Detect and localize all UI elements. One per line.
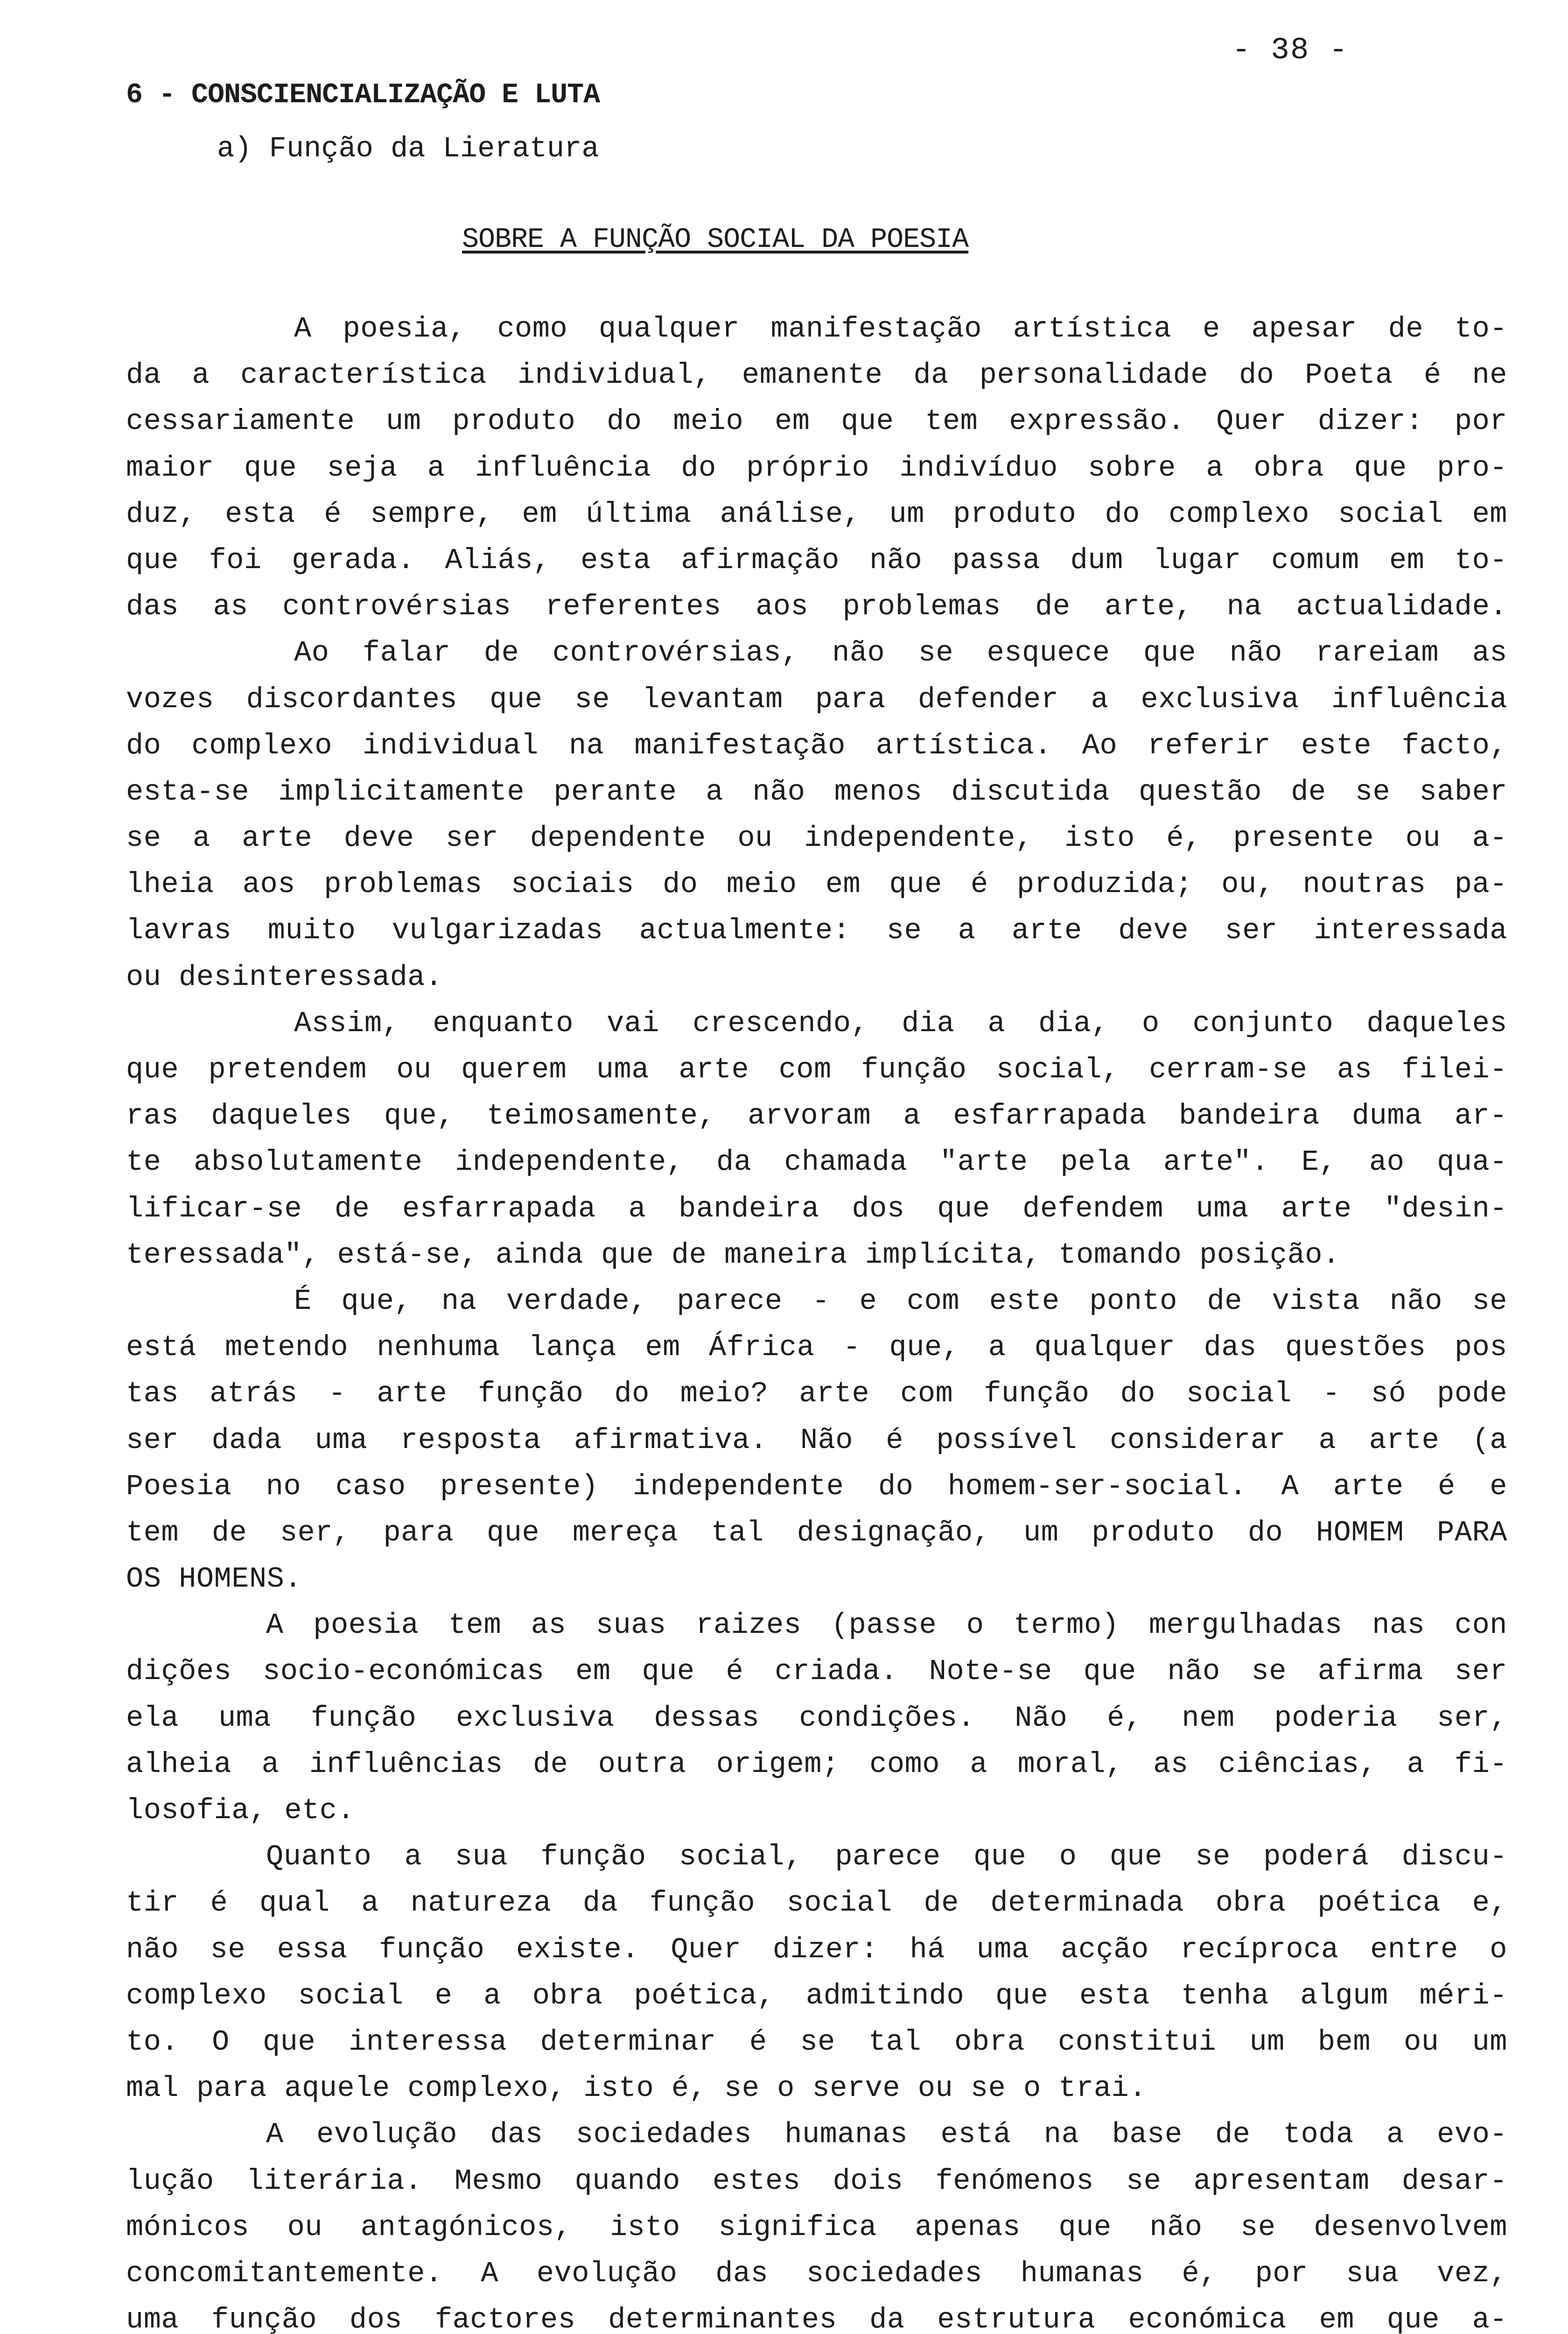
text-line: tir é qual a natureza da função social de determinada obra poética e, — [126, 1886, 1507, 1920]
text-line: que foi gerada. Aliás, esta afirmação não passa dum lugar comum em to- — [126, 543, 1507, 577]
text-line: ou desinteressada. — [126, 960, 443, 994]
text-line: A poesia, como qualquer manifestação artística e apesar de to- — [294, 312, 1507, 345]
text-line: do complexo individual na manifestação artística. Ao referir este facto, — [126, 729, 1507, 762]
text-line: Ao falar de controvérsias, não se esquece que não rareiam as — [294, 636, 1507, 670]
text-line: Quanto a sua função social, parece que o que se poderá discu- — [266, 1840, 1507, 1874]
text-line: alheia a influências de outra origem; como a moral, as ciências, a fi- — [126, 1747, 1507, 1781]
text-line: mal para aquele complexo, isto é, se o serve ou se o trai. — [126, 2072, 1147, 2105]
text-line: dições socio-económicas em que é criada. Note-se que não se afirma ser — [126, 1655, 1507, 1688]
text-line: concomitantemente. A evolução das sociedades humanas é, por sua vez, — [126, 2257, 1507, 2290]
text-line: Poesia no caso presente) independente do homem-ser-social. A arte é e — [126, 1469, 1507, 1503]
text-line: não se essa função existe. Quer dizer: há uma acção recíproca entre o — [126, 1933, 1507, 1966]
text-line: teressada", está-se, ainda que de maneira implícita, tomando posição. — [126, 1238, 1340, 1272]
text-line: lheia aos problemas sociais do meio em que é produzida; ou, noutras pa- — [126, 868, 1507, 901]
text-line: tas atrás - arte função do meio? arte com função do social - só pode — [126, 1377, 1507, 1411]
text-line: maior que seja a influência do próprio indivíduo sobre a obra que pro- — [126, 451, 1507, 485]
text-line: cessariamente um produto do meio em que tem expressão. Quer dizer: por — [126, 405, 1507, 438]
text-line: lificar-se de esfarrapada a bandeira dos que defendem uma arte "desin- — [126, 1192, 1507, 1225]
text-line: te absolutamente independente, da chamada "arte pela arte". E, ao qua- — [126, 1146, 1507, 1179]
text-line: losofia, etc. — [126, 1794, 355, 1827]
text-line: se a arte deve ser dependente ou independente, isto é, presente ou a- — [126, 822, 1507, 855]
page-number: - 38 - — [1232, 33, 1349, 68]
text-line: mónicos ou antagónicos, isto significa apenas que não se desenvolvem — [126, 2210, 1507, 2244]
article-title: SOBRE A FUNÇÃO SOCIAL DA POESIA — [462, 224, 969, 256]
text-line: vozes discordantes que se levantam para defender a exclusiva influência — [126, 682, 1507, 716]
text-line: Assim, enquanto vai crescendo, dia a dia, o conjunto daqueles — [294, 1006, 1507, 1040]
text-line: das as controvérsias referentes aos problemas de arte, na actualidade. — [126, 590, 1507, 624]
text-line: A poesia tem as suas raizes (passe o termo) mergulhadas nas con — [266, 1609, 1507, 1642]
text-line: A evolução das sociedades humanas está na base de toda a evo- — [266, 2118, 1507, 2151]
text-line: ela uma função exclusiva dessas condições. Não é, nem poderia ser, — [126, 1701, 1507, 1735]
text-line: É que, na verdade, parece - e com este ponto de vista não se — [294, 1284, 1507, 1318]
text-line: to. O que interessa determinar é se tal obra constitui um bem ou um — [126, 2025, 1507, 2059]
text-line: duz, esta é sempre, em última análise, um produto do complexo social em — [126, 497, 1507, 531]
text-line: tem de ser, para que mereça tal designação, um produto do HOMEM PARA — [126, 1516, 1507, 1549]
section-heading: 6 - CONSCIENCIALIZAÇÃO E LUTA — [126, 79, 600, 111]
text-line: lução literária. Mesmo quando estes dois fenómenos se apresentam desar- — [126, 2164, 1507, 2198]
text-line: lavras muito vulgarizadas actualmente: se a arte deve ser interessada — [126, 914, 1507, 948]
text-line: OS HOMENS. — [126, 1562, 302, 1596]
text-line: ras daqueles que, teimosamente, arvoram a esfarrapada bandeira duma ar- — [126, 1099, 1507, 1133]
text-line: complexo social e a obra poética, admitindo que esta tenha algum méri- — [126, 1979, 1507, 2012]
subsection-heading: a) Função da Lieratura — [217, 132, 599, 165]
text-line: que pretendem ou querem uma arte com função social, cerram-se as filei- — [126, 1053, 1507, 1086]
text-line: está metendo nenhuma lança em África - que, a qualquer das questões pos — [126, 1331, 1507, 1364]
article-body — [126, 306, 1507, 2334]
text-line: da a característica individual, emanente da personalidade do Poeta é ne — [126, 359, 1507, 392]
text-line: ser dada uma resposta afirmativa. Não é possível considerar a arte (a — [126, 1423, 1507, 1457]
text-line: esta-se implicitamente perante a não menos discutida questão de se saber — [126, 775, 1507, 808]
text-line: uma função dos factores determinantes da estrutura económica em que a- — [126, 2303, 1507, 2334]
